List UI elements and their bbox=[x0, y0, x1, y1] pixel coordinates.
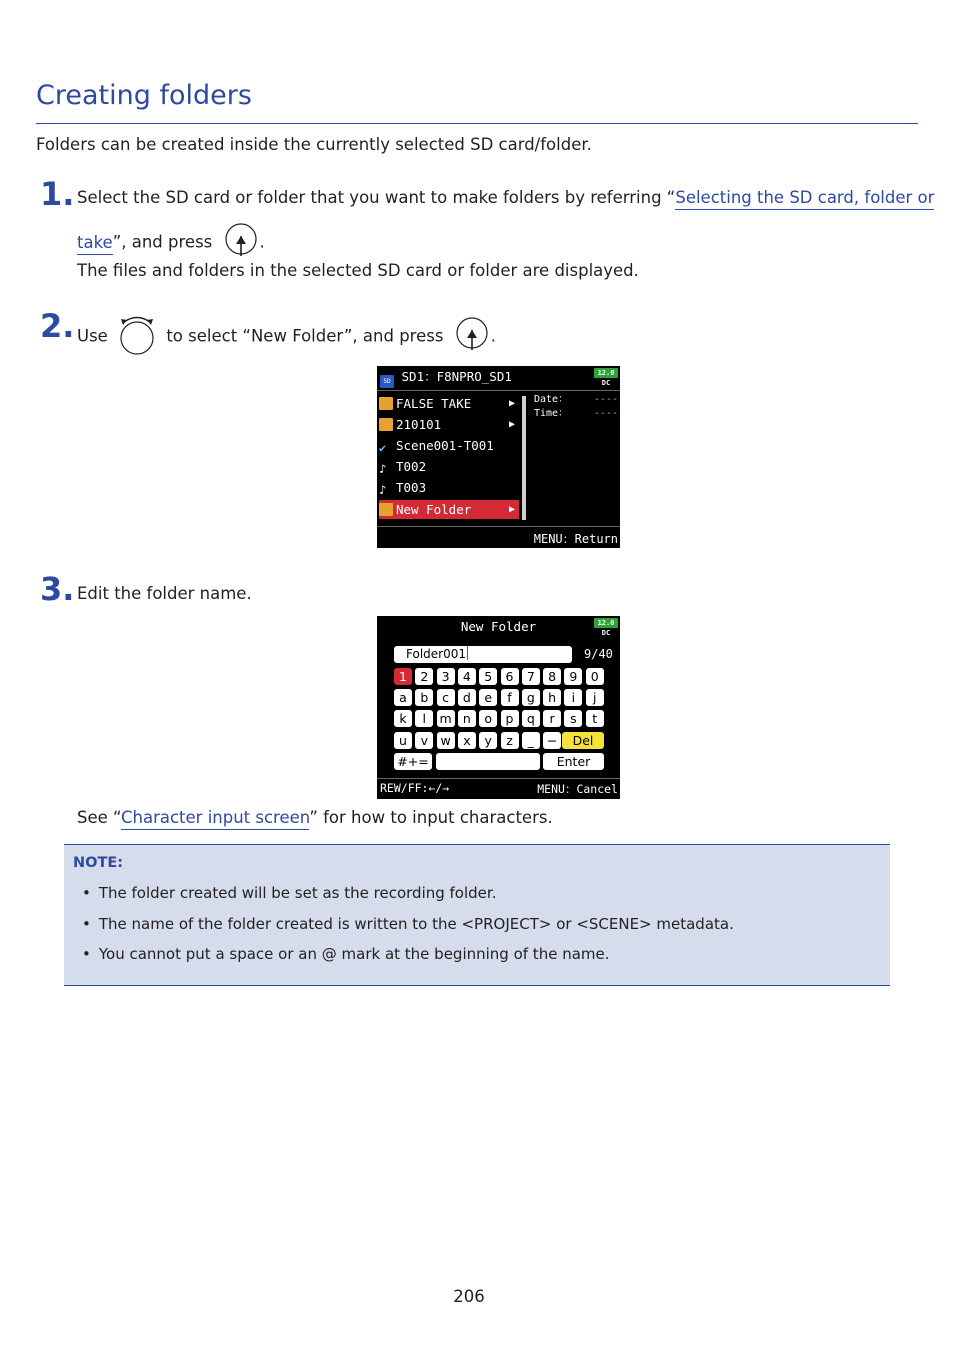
see-also-text-b: ” for how to input characters. bbox=[309, 808, 553, 827]
step-2-text-b: to select “New Folder”, and press bbox=[166, 326, 444, 346]
keyboard-key[interactable]: w bbox=[437, 732, 455, 749]
scrollbar[interactable] bbox=[522, 396, 526, 520]
keyboard-key[interactable]: y bbox=[479, 732, 497, 749]
keyboard-key[interactable]: j bbox=[586, 689, 604, 706]
note-item: • The name of the folder created is written to the <PROJECT> or <SCENE> metadata. bbox=[82, 915, 734, 933]
check-take-icon: ✔ bbox=[379, 441, 387, 455]
list-item[interactable]: 210101 ▶ bbox=[379, 415, 519, 434]
step-2-text-a: Use bbox=[77, 326, 108, 346]
screen-header: New Folder bbox=[460, 619, 537, 634]
keyboard-key[interactable]: 4 bbox=[458, 668, 476, 685]
screen-footer-left: REW/FF:←/→ bbox=[380, 781, 450, 795]
character-input-link[interactable]: Character input screen bbox=[121, 808, 309, 830]
screen-footer-right: MENU：Cancel bbox=[537, 782, 618, 796]
keyboard-key[interactable]: 7 bbox=[522, 668, 540, 685]
screen-header: SD SD1：F8NPRO_SD1 bbox=[380, 369, 512, 388]
keyboard-key[interactable]: i bbox=[564, 689, 582, 706]
keyboard-key[interactable]: 8 bbox=[543, 668, 561, 685]
keyboard-key[interactable]: b bbox=[415, 689, 433, 706]
keyboard-key[interactable]: 6 bbox=[501, 668, 519, 685]
keyboard-key[interactable]: z bbox=[501, 732, 519, 749]
press-button-icon bbox=[222, 222, 260, 264]
step-3-text: Edit the folder name. bbox=[77, 584, 252, 603]
dial-icon bbox=[117, 314, 157, 360]
character-counter: 9/40 bbox=[584, 647, 613, 661]
false-take-folder-icon bbox=[379, 397, 393, 410]
step-1-line-1 bbox=[77, 188, 934, 207]
keyboard-key[interactable]: u bbox=[394, 732, 412, 749]
note-label: NOTE: bbox=[73, 855, 124, 871]
keyboard-key[interactable]: q bbox=[522, 710, 540, 727]
keyboard-key[interactable]: f bbox=[501, 689, 519, 706]
keyboard-key[interactable]: d bbox=[458, 689, 476, 706]
title-divider bbox=[36, 123, 918, 124]
step-3-number: 3. bbox=[40, 570, 75, 608]
chevron-right-icon: ▶ bbox=[508, 504, 515, 515]
music-note-icon: ♪ bbox=[379, 462, 387, 476]
list-item-new-folder[interactable]: New Folder ▶ bbox=[379, 500, 519, 519]
keyboard-key[interactable]: 1 bbox=[394, 668, 412, 685]
step-1-text-b: ”, and press bbox=[112, 232, 213, 252]
intro-text: Folders can be created inside the currently selected SD card/folder. bbox=[36, 135, 592, 154]
chevron-right-icon: ▶ bbox=[508, 398, 515, 409]
see-also-text-a: See “ bbox=[77, 808, 121, 827]
keyboard-key[interactable]: t bbox=[586, 710, 604, 727]
note-item: • You cannot put a space or an @ mark at the beginning of the name. bbox=[82, 945, 610, 963]
keyboard-key[interactable]: c bbox=[437, 689, 455, 706]
info-values: ---- ---- bbox=[593, 394, 618, 419]
see-also-line bbox=[77, 808, 553, 827]
keyboard-key[interactable]: 2 bbox=[415, 668, 433, 685]
device-screen-file-list bbox=[377, 366, 620, 548]
step-1-result: The files and folders in the selected SD card or folder are displayed. bbox=[77, 261, 639, 280]
keyboard-key[interactable]: x bbox=[458, 732, 476, 749]
delete-key[interactable]: Del bbox=[562, 732, 604, 749]
step-1-number: 1. bbox=[40, 175, 75, 213]
step-2-line bbox=[77, 314, 496, 360]
space-key[interactable] bbox=[436, 753, 540, 770]
folder-icon bbox=[379, 418, 393, 431]
list-item[interactable]: ✔ Scene001-T001 bbox=[379, 438, 494, 455]
screen-footer: MENU：Return bbox=[533, 532, 618, 546]
info-panel: Date： Time： bbox=[534, 394, 569, 419]
step-1-line-2 bbox=[77, 222, 265, 264]
step-1-link-part-1[interactable]: Selecting the SD card, folder or bbox=[675, 188, 934, 210]
step-1-link-part-2[interactable]: take bbox=[77, 233, 113, 255]
note-item: • The folder created will be set as the recording folder. bbox=[82, 884, 497, 902]
music-note-icon: ♪ bbox=[379, 483, 387, 497]
device-screen-keyboard bbox=[377, 616, 620, 799]
keyboard-key[interactable]: 9 bbox=[564, 668, 582, 685]
step-2-number: 2. bbox=[40, 307, 75, 345]
keyboard-key[interactable]: g bbox=[522, 689, 540, 706]
folder-name-input[interactable]: Folder001 bbox=[394, 646, 572, 663]
battery-indicator: 12.0 DC bbox=[594, 618, 618, 638]
keyboard-key[interactable]: k bbox=[394, 710, 412, 727]
keyboard-key[interactable]: l bbox=[415, 710, 433, 727]
keyboard-key[interactable]: n bbox=[458, 710, 476, 727]
step-1-text-a: Select the SD card or folder that you want to make folders by referring “ bbox=[77, 188, 676, 207]
enter-key[interactable]: Enter bbox=[543, 753, 604, 770]
battery-indicator: 12.0 DC bbox=[594, 368, 618, 388]
press-button-icon bbox=[453, 316, 491, 358]
page-number: 206 bbox=[453, 1287, 485, 1306]
keyboard-key[interactable]: 3 bbox=[437, 668, 455, 685]
keyboard-key[interactable]: e bbox=[479, 689, 497, 706]
keyboard-key[interactable]: o bbox=[479, 710, 497, 727]
step-1-text-c: . bbox=[259, 232, 265, 252]
list-item[interactable]: FALSE TAKE ▶ bbox=[379, 394, 519, 413]
keyboard-key[interactable]: a bbox=[394, 689, 412, 706]
keyboard-key[interactable]: m bbox=[437, 710, 455, 727]
keyboard-key[interactable]: s bbox=[564, 710, 582, 727]
keyboard-key[interactable]: h bbox=[543, 689, 561, 706]
keyboard-key[interactable]: − bbox=[543, 732, 561, 749]
keyboard-key[interactable]: 5 bbox=[479, 668, 497, 685]
note-box bbox=[64, 844, 890, 986]
new-folder-icon bbox=[379, 503, 393, 516]
keyboard-key[interactable]: v bbox=[415, 732, 433, 749]
keyboard-key[interactable]: _ bbox=[522, 732, 540, 749]
chevron-right-icon: ▶ bbox=[508, 419, 515, 430]
keyboard-key[interactable]: r bbox=[543, 710, 561, 727]
list-item[interactable]: ♪ T003 bbox=[379, 480, 427, 497]
list-item[interactable]: ♪ T002 bbox=[379, 459, 427, 476]
text-cursor bbox=[467, 646, 468, 660]
page-title: Creating folders bbox=[36, 80, 252, 111]
keyboard-key[interactable]: p bbox=[501, 710, 519, 727]
step-2-text-c: . bbox=[490, 326, 496, 346]
symbols-key[interactable]: #+= bbox=[394, 753, 432, 770]
keyboard-key[interactable]: 0 bbox=[586, 668, 604, 685]
sd-icon: SD bbox=[380, 375, 394, 388]
